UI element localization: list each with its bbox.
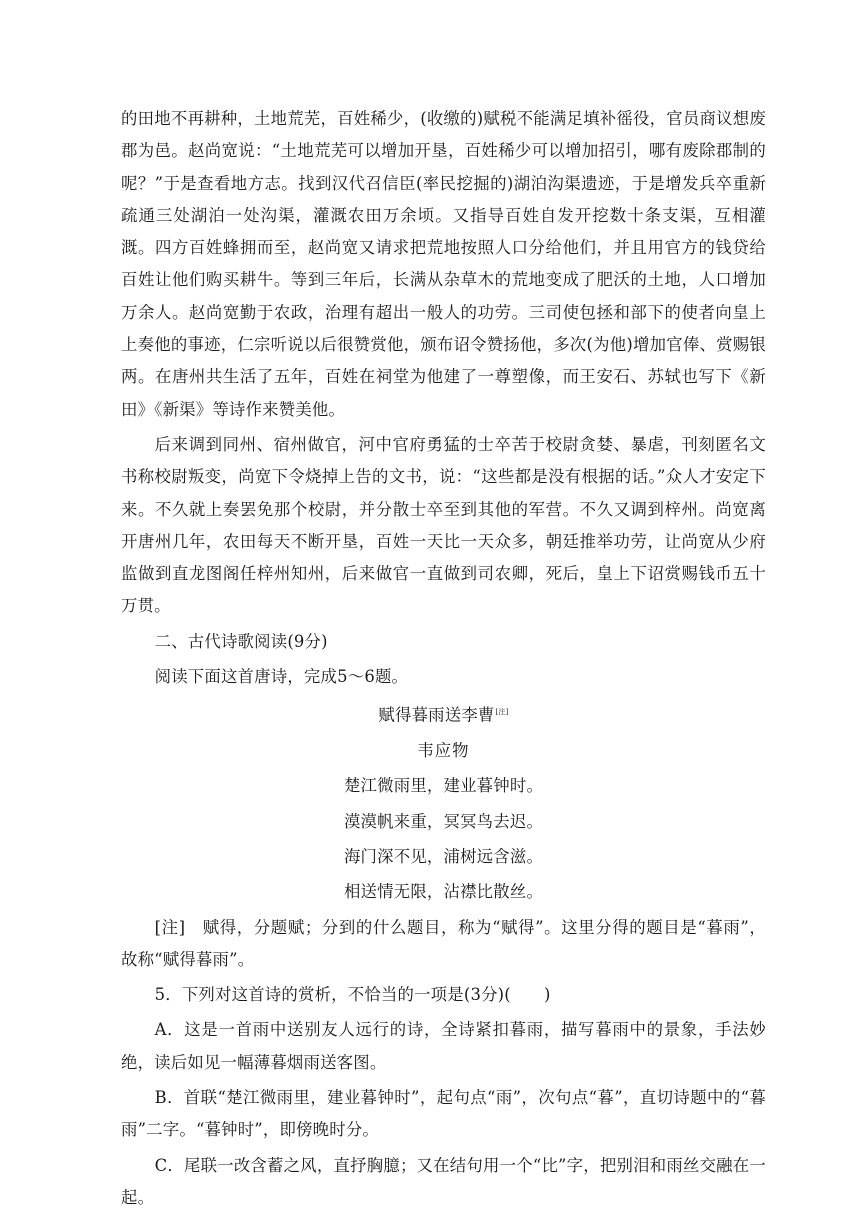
poem-line: 漠漠帆来重，冥冥鸟去迟。 (343, 811, 544, 831)
poem-line: 相送情无限，沾襟比散丝。 (343, 882, 544, 902)
poem-line: 楚江微雨里，建业暮钟时。 (343, 776, 544, 796)
poem-line: 海门深不见，浦树远含滋。 (343, 847, 544, 866)
poem-author: 韦应物 (417, 741, 470, 761)
poem-note-marker: [注] (495, 708, 509, 717)
poem-title (121, 696, 766, 732)
option-a: A．这是一首雨中送别友人远行的诗，全诗紧扣暮雨，描写暮雨中的景象，手法妙绝，读后如见一幅薄暮烟雨送客图。 (121, 1020, 766, 1072)
passage-paragraph-1: 的田地不再耕种，土地荒芜，百姓稀少，(收缴的)赋税不能满足填补徭役，官员商议想废郡为邑。赵尚宽说：“土地荒芜可以增加开垦，百姓稀少可以增加招引，哪有废除郡制的呢？”于是查看地方志。找到汉代召信臣(率民挖掘的)湖泊沟渠遗迹，于是增发兵卒重新疏通三处湖泊一处沟渠，灌溉农田万余顷。又指导百姓自发开挖数十条支渠，互相灌溉。四方百姓蜂拥而至，赵尚宽又请求把荒地按照人口分给他们，并且用官方的钱贷给百姓让他们购买耕牛。等到三年后，长满从杂草木的荒地变成了肥沃的土地，人口增加万余人。赵尚宽勤于农政，治理有超出一般人的功劳。三司使包拯和部下的使者向皇上上奏他的事迹，仁宗听说以后很赞赏他，颁布诏令赞扬他，多次(为他)增加官俸、赏赐银两。在唐州共生活了五年，百姓在祠堂为他建了一尊塑像，而王安石、苏轼也写下《新田》《新渠》等诗作来赞美他。 (121, 109, 766, 419)
option-b: B．首联“楚江微雨里，建业暮钟时”，起句点“雨”，次句点“暮”，直切诗题中的“暮雨”二字。“暮钟时”，即傍晚时分。 (121, 1088, 766, 1140)
option-c: C．尾联一改含蓄之风，直抒胸臆；又在结句用一个“比”字，把别泪和雨丝交融在一起。 (121, 1155, 766, 1207)
poem-footnote: [注] 赋得，分题赋；分到的什么题目，称为“赋得”。这里分得的题目是“暮雨”，故称“赋得暮雨”。 (121, 917, 766, 969)
passage-paragraph-2: 后来调到同州、宿州做官，河中官府勇猛的士卒苦于校尉贪婪、暴虐，刊刻匿名文书称校尉叛变，尚宽下令烧掉上告的文书，说：“这些都是没有根据的话。”众人才安定下来。不久就上奏罢免那个校尉，并分散士卒至到其他的军营。不久又调到梓州。尚宽离开唐州几年，农田每天不断开垦，百姓一天比一天众多，朝廷推举功劳，让尚宽从少府监做到直龙图阁任梓州知州，后来做官一直做到司农卿，死后，皇上下诏赏赐钱币五十万贯。 (121, 434, 766, 616)
question-stem: 5．下列对这首诗的赏析，不恰当的一项是(3分)( ) (154, 985, 551, 1005)
poem-title-text: 赋得暮雨送李曹 (378, 705, 495, 725)
section-heading: 二、古代诗歌阅读(9分) (154, 631, 328, 651)
instruction-text: 阅读下面这首唐诗，完成5～6题。 (154, 667, 409, 687)
